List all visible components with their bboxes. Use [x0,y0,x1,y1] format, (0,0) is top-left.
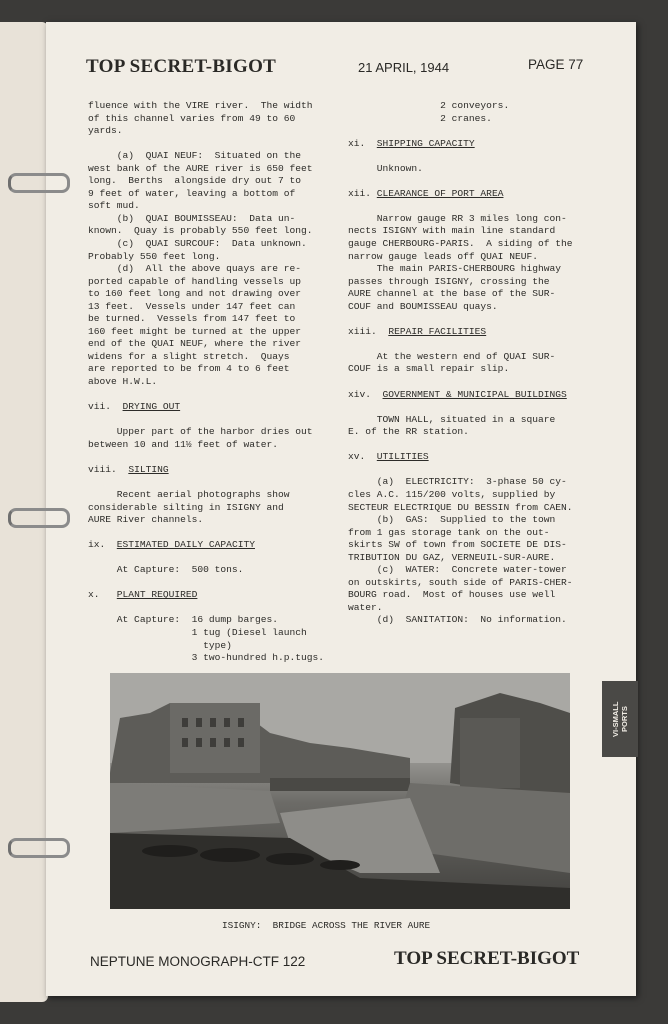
text-line: SECTEUR ELECTRIQUE DU BESSIN from CAEN. [348,501,573,513]
text-line: 2 conveyors. [348,100,510,111]
page-number: PAGE 77 [528,57,584,72]
text-line: gauge CHERBOURG-PARIS. A siding of the [348,238,573,250]
text-line [348,125,573,138]
text-line: COUF is a small repair slip. [348,363,510,375]
text-line: E. of the RR station. [348,426,469,438]
section-tab[interactable]: VI-SMALL PORTS [602,681,638,757]
text-line: of this channel varies from 49 to 60 [88,112,296,124]
text-line: TRIBUTION DU GAZ, VERNEUIL-SUR-AURE. [348,551,556,563]
text-line [88,527,324,540]
section-heading: viii. SILTING [88,463,169,475]
text-line: (c) QUAI SURCOUF: Data unknown. [88,238,307,250]
text-line [348,150,573,163]
text-line: above H.W.L. [88,376,158,388]
text-line [348,464,573,477]
binder-ring-icon [8,173,70,193]
text-line: west bank of the AURE river is 650 feet [88,162,313,174]
text-line: 160 feet might be turned at the upper [88,325,302,337]
text-line: 13 feet. Vessels under 147 feet can [88,300,296,312]
text-line: water. [348,601,383,613]
text-line: 2 cranes. [348,112,492,124]
text-line [88,577,324,590]
section-heading: x. PLANT REQUIRED [88,589,198,601]
text-line: At Capture: 500 tons. [88,564,244,576]
section-heading: xv. UTILITIES [348,451,429,463]
page-date: 21 APRIL, 1944 [358,60,450,75]
text-line [88,602,324,615]
text-line: BOURG road. Most of houses use well [348,589,556,601]
text-line: (d) All the above quays are re- [88,263,302,275]
text-line [348,376,573,389]
text-line: At the western end of QUAI SUR- [348,350,556,362]
text-line: (a) QUAI NEUF: Situated on the [88,150,302,162]
text-line [88,414,324,427]
section-heading: xi. SHIPPING CAPACITY [348,137,475,149]
section-heading: xiii. REPAIR FACILITIES [348,325,487,337]
section-heading: vii. DRYING OUT [88,401,181,413]
classification-header: TOP SECRET-BIGOT [86,56,277,77]
text-line: yards. [88,125,123,137]
text-line: Upper part of the harbor dries out [88,426,313,438]
text-line: TOWN HALL, situated in a square [348,413,556,425]
text-line: on outskirts, south side of PARIS-CHER- [348,576,573,588]
binder-ring-icon [8,838,70,858]
text-line: known. Quay is probably 550 feet long. [88,225,313,237]
text-line [88,476,324,489]
binder-ring-icon [8,508,70,528]
text-line [348,200,573,213]
text-line: end of the QUAI NEUF, where the river [88,338,302,350]
text-line: The main PARIS-CHERBOURG highway [348,263,562,275]
text-line [348,439,573,452]
text-line: (c) WATER: Concrete water-tower [348,564,567,576]
text-line: Recent aerial photographs show [88,488,290,500]
text-line: (a) ELECTRICITY: 3-phase 50 cy- [348,476,567,488]
text-line: AURE River channels. [88,514,204,526]
right-text-column [348,100,573,627]
text-line: narrow gauge leads off QUAI NEUF. [348,250,538,262]
text-line: (b) GAS: Supplied to the town [348,514,556,526]
text-line: COUF and BOUMISSEAU quays. [348,300,498,312]
text-line [88,389,324,402]
text-line: (d) SANITATION: No information. [348,614,567,626]
text-line: 9 feet of water, leaving a bottom of [88,187,296,199]
text-line [88,552,324,565]
text-line: fluence with the VIRE river. The width [88,100,313,111]
monograph-footer: NEPTUNE MONOGRAPH-CTF 122 [90,954,306,969]
text-line: soft mud. [88,200,140,212]
document-page [46,22,636,996]
text-line: cles A.C. 115/200 volts, supplied by [348,488,556,500]
text-line: are reported to be from 4 to 6 feet [88,363,290,375]
text-line [88,451,324,464]
text-line: 3 two-hundred h.p.tugs. [88,652,325,664]
text-line: long. Berths alongside dry out 7 to [88,175,302,187]
text-line: Unknown. [348,162,423,174]
text-line: (b) QUAI BOUMISSEAU: Data un- [88,212,296,224]
text-line: nects ISIGNY with main line standard [348,225,556,237]
text-line: widens for a slight stretch. Quays [88,350,290,362]
text-line: AURE channel at the base of the SUR- [348,288,556,300]
text-line [88,138,324,151]
harbor-photo-drawing [110,673,570,909]
section-heading: ix. ESTIMATED DAILY CAPACITY [88,539,255,551]
text-line: At Capture: 16 dump barges. [88,614,278,626]
text-line: 1 tug (Diesel launch [88,626,307,638]
text-line [348,338,573,351]
text-line: ported capable of handling vessels up [88,275,302,287]
text-line: be turned. Vessels from 147 feet to [88,313,296,325]
text-line: from 1 gas storage tank on the out- [348,526,550,538]
text-line: between 10 and 11½ feet of water. [88,438,278,450]
text-line [348,313,573,326]
text-line: skirts SW of town from SOCIETE DE DIS- [348,539,567,551]
text-line: considerable silting in ISIGNY and [88,501,284,513]
left-text-column [88,100,324,665]
text-line: Probably 550 feet long. [88,250,221,262]
harbor-photo [110,673,570,909]
text-line [348,175,573,188]
text-line: Narrow gauge RR 3 miles long con- [348,212,567,224]
classification-footer: TOP SECRET-BIGOT [394,948,580,969]
section-heading: xii. CLEARANCE OF PORT AREA [348,187,504,199]
text-line: to 160 feet long and not drawing over [88,288,302,300]
text-line: type) [88,639,232,651]
photo-caption: ISIGNY: BRIDGE ACROSS THE RIVER AURE [222,920,431,931]
section-heading: xiv. GOVERNMENT & MUNICIPAL BUILDINGS [348,388,567,400]
text-line [348,401,573,414]
text-line: passes through ISIGNY, crossing the [348,275,550,287]
